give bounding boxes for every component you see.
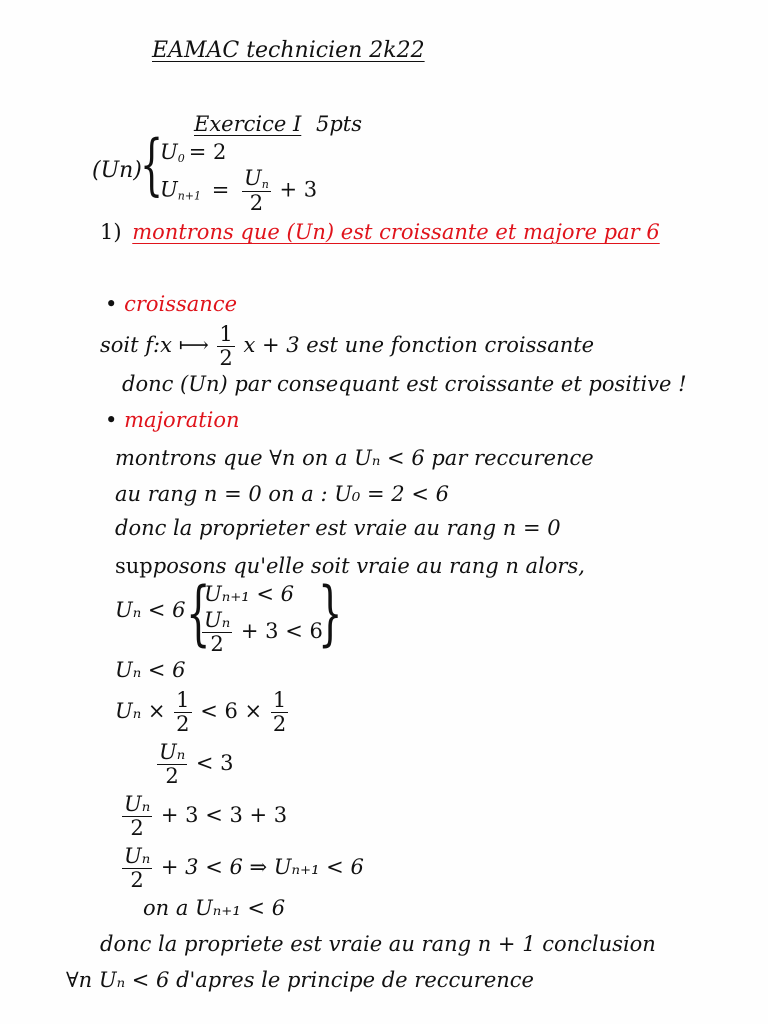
croissance-heading: • croissance	[105, 292, 238, 316]
step-3: $\frac{\text{Uₙ}}{2}$ < 3	[159, 740, 234, 788]
sequence-brace: {	[140, 126, 164, 203]
question-1: 1) montrons que (Un) est croissante et majore par 6	[100, 220, 660, 244]
step-4: $\frac{\text{Uₙ}}{2}$ + 3 < 3 + 3	[124, 792, 288, 840]
step-2: Uₙ × $\frac{1}{2}$ < 6 × $\frac{1}{2}$	[115, 688, 287, 736]
sequence-name: (Un)	[92, 158, 142, 183]
question-1-text: montrons que (Un) est croissante et majore par 6	[132, 220, 660, 244]
conclusion-line-1: donc la propriete est vraie au rang n + 1 conclusion	[100, 932, 656, 956]
page-title: EAMAC technicien 2k22	[152, 38, 425, 63]
system-left-brace: {	[186, 572, 211, 654]
majoration-line-1: montrons que ∀n on a Uₙ < 6 par reccurence	[115, 446, 594, 470]
exercise-points: 5pts	[315, 112, 362, 136]
exercise-heading	[194, 114, 362, 135]
system-lhs: Uₙ < 6	[115, 598, 186, 622]
majoration-heading: • majoration	[105, 408, 240, 432]
exercise-label: Exercice I	[194, 112, 302, 136]
step-6: on a Uₙ₊₁ < 6	[143, 896, 286, 920]
croissance-conclusion: donc (Un) par consequant est croissante et positive !	[122, 372, 687, 396]
majoration-line-2: au rang n = 0 on a : U₀ = 2 < 6	[115, 482, 449, 506]
sequence-u0: $U_0 = 2$	[160, 140, 227, 165]
croissance-function: soit f:x ⟼ $\frac{1}{2}$ x + 3 est une fonction croissante	[100, 322, 595, 370]
conclusion-line-2: ∀n Uₙ < 6 d'apres le principe de reccurence	[66, 968, 534, 992]
majoration-line-4: supposons qu'elle soit vraie au rang n alors,	[115, 554, 585, 578]
majoration-line-3: donc la proprieter est vraie au rang n = 0	[115, 516, 561, 540]
step-1: Uₙ < 6	[115, 658, 186, 682]
step-5: $\frac{\text{Uₙ}}{2}$ + 3 < 6 ⇒ Uₙ₊₁ < 6	[124, 844, 364, 892]
system-row-1: Uₙ₊₁ < 6	[204, 582, 295, 606]
sequence-recurrence: $U_{n+1}$ = $\frac{U_n}{2}$ + 3	[160, 166, 318, 215]
system-right-brace: }	[318, 572, 343, 654]
system-row-2: $\frac{\text{Uₙ}}{2}$ + 3 < 6	[204, 608, 323, 656]
